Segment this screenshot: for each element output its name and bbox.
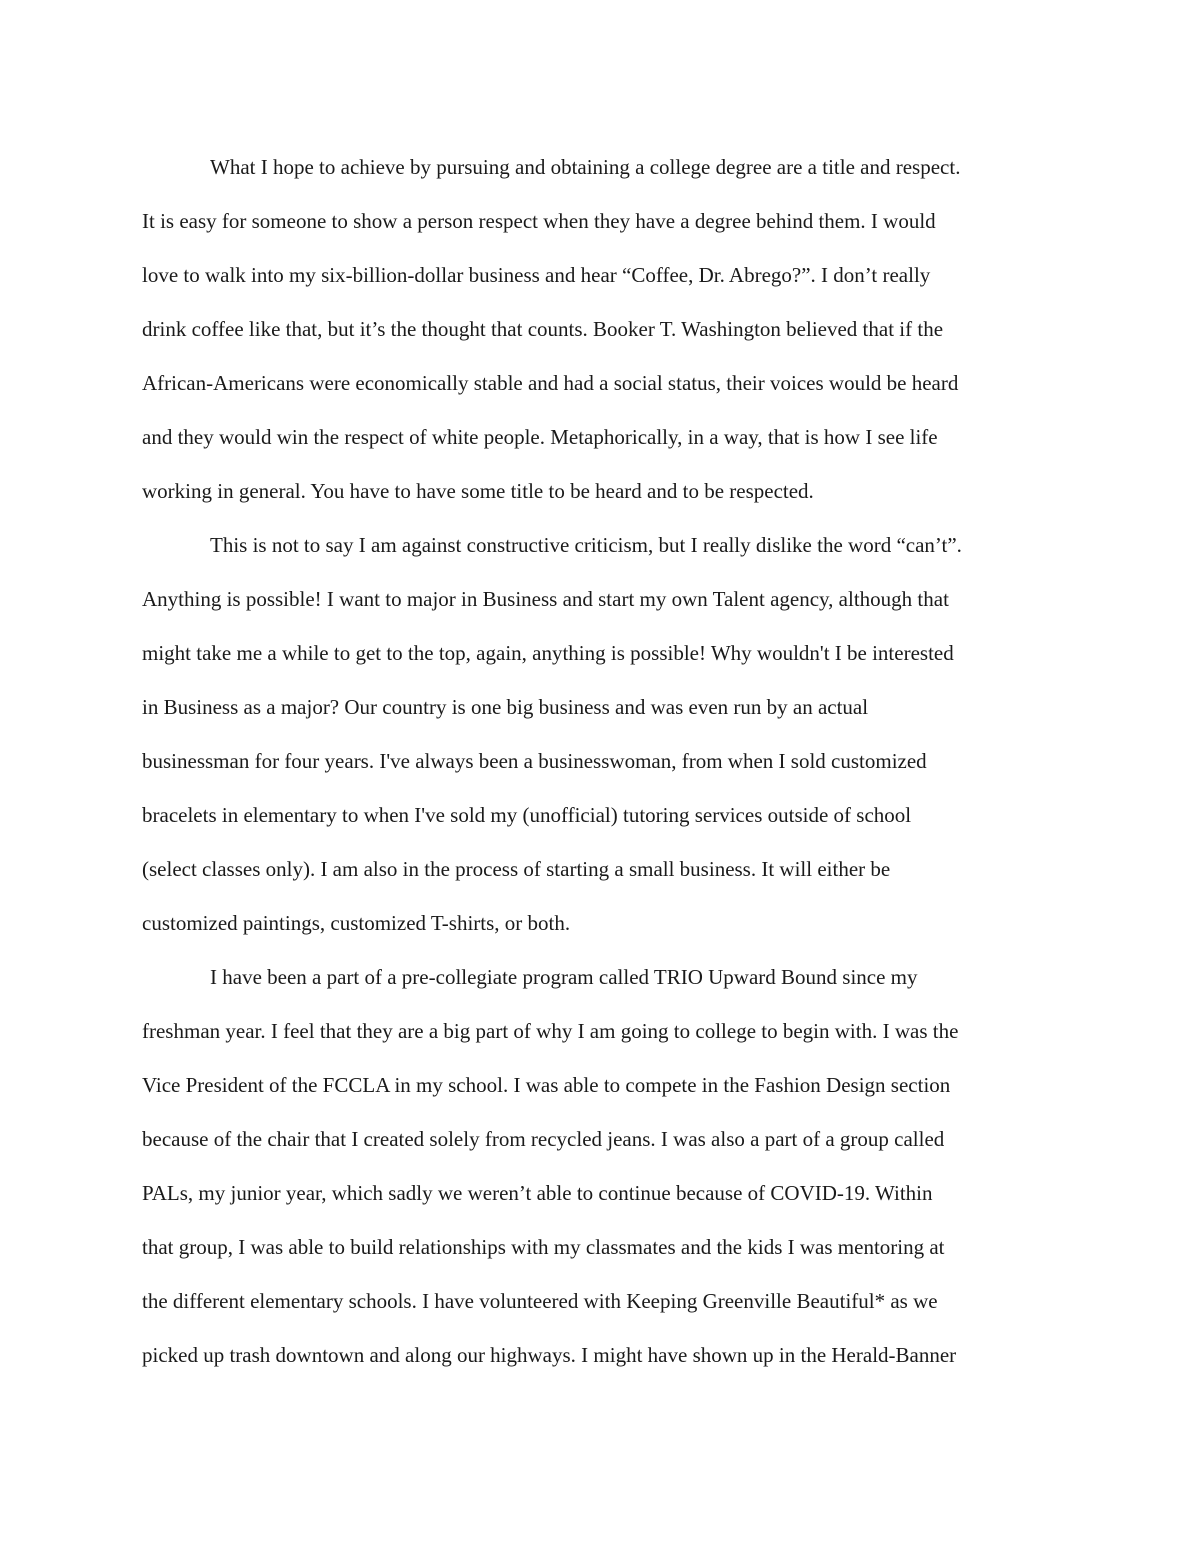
text-line: drink coffee like that, but it’s the thought that counts. Booker T. Washington believed that if the: [142, 317, 944, 341]
text-line: freshman year. I feel that they are a big part of why I am going to college to begin with. I was the: [142, 1019, 959, 1043]
paragraph-3: [142, 950, 1062, 1382]
text-line: PALs, my junior year, which sadly we weren’t able to continue because of COVID-19. Within: [142, 1181, 933, 1205]
text-line: because of the chair that I created solely from recycled jeans. I was also a part of a group called: [142, 1127, 945, 1151]
text-line: African-Americans were economically stable and had a social status, their voices would be heard: [142, 371, 959, 395]
text-line: (select classes only). I am also in the process of starting a small business. It will either be: [142, 857, 891, 881]
text-line: businessman for four years. I've always been a businesswoman, from when I sold customized: [142, 749, 927, 773]
text-line: It is easy for someone to show a person respect when they have a degree behind them. I would: [142, 209, 936, 233]
text-line: that group, I was able to build relationships with my classmates and the kids I was mentoring at: [142, 1235, 945, 1259]
text-line: the different elementary schools. I have volunteered with Keeping Greenville Beautiful* as we: [142, 1289, 938, 1313]
text-line: bracelets in elementary to when I've sold my (unofficial) tutoring services outside of school: [142, 803, 912, 827]
text-line: Anything is possible! I want to major in Business and start my own Talent agency, although that: [142, 587, 949, 611]
essay-body: [142, 140, 1062, 1382]
text-line: What I hope to achieve by pursuing and obtaining a college degree are a title and respect.: [210, 155, 961, 179]
text-line: and they would win the respect of white people. Metaphorically, in a way, that is how I see life: [142, 425, 938, 449]
paragraph-1: [142, 140, 1062, 518]
text-line: love to walk into my six-billion-dollar business and hear “Coffee, Dr. Abrego?”. I don’t really: [142, 263, 931, 287]
paragraph-2: [142, 518, 1062, 950]
text-line: might take me a while to get to the top, again, anything is possible! Why wouldn't I be interested: [142, 641, 954, 665]
text-line: I have been a part of a pre-collegiate program called TRIO Upward Bound since my: [210, 965, 918, 989]
text-line: working in general. You have to have some title to be heard and to be respected.: [142, 479, 814, 503]
text-line: customized paintings, customized T-shirts, or both.: [142, 911, 571, 935]
text-line: This is not to say I am against constructive criticism, but I really dislike the word “can’t”.: [210, 533, 962, 557]
text-line: in Business as a major? Our country is one big business and was even run by an actual: [142, 695, 869, 719]
text-line: picked up trash downtown and along our highways. I might have shown up in the Herald-Banner: [142, 1343, 957, 1367]
text-line: Vice President of the FCCLA in my school. I was able to compete in the Fashion Design section: [142, 1073, 951, 1097]
